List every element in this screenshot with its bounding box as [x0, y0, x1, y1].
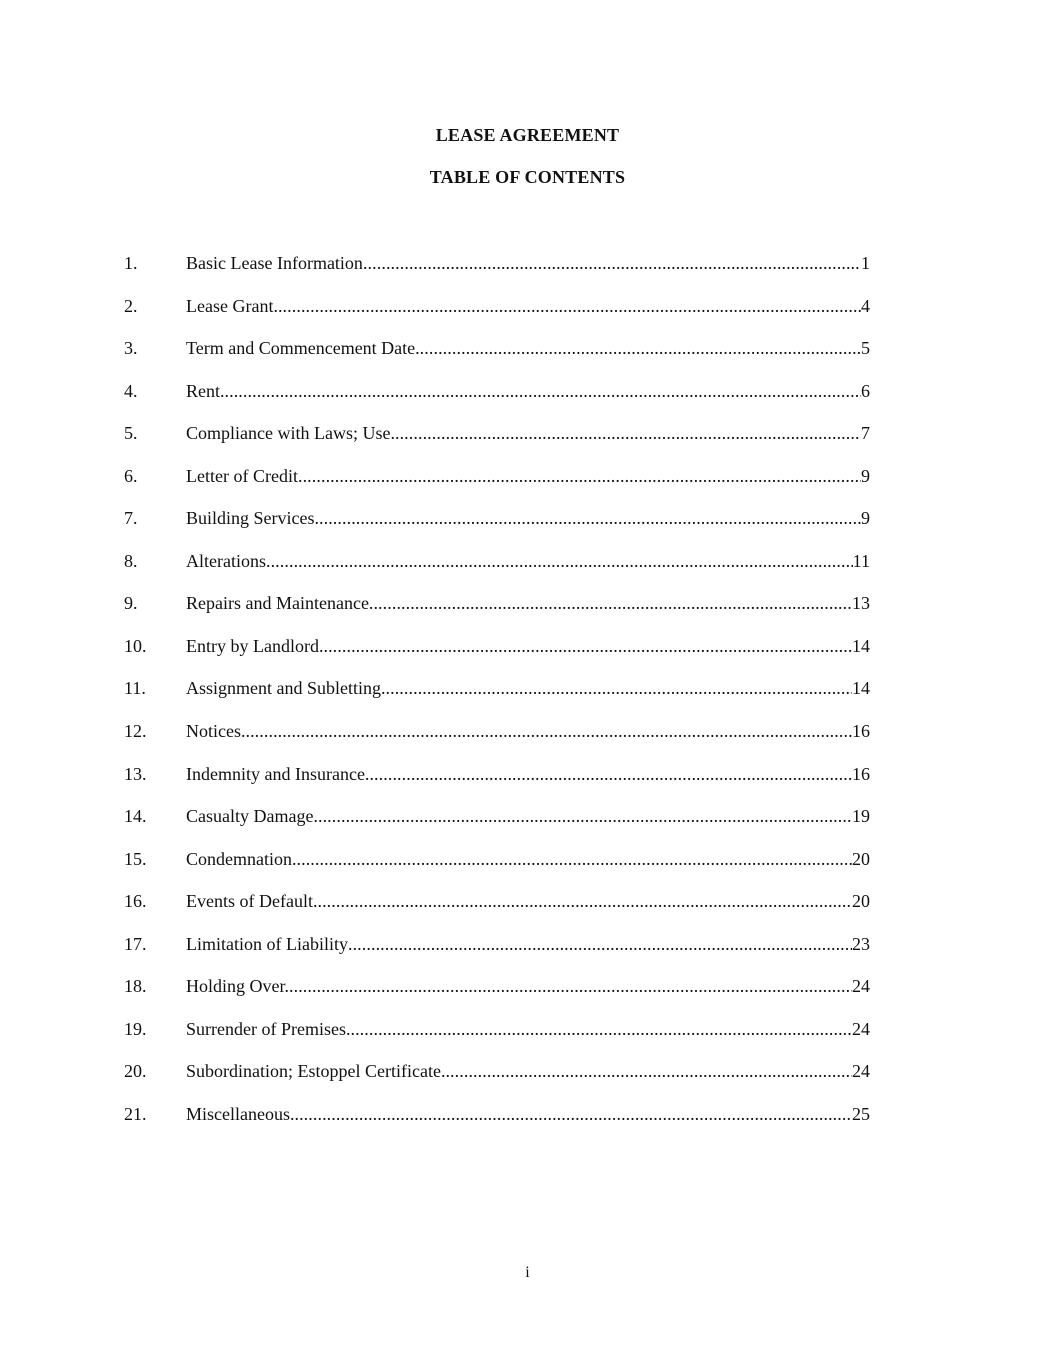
toc-entry-number: 1.	[124, 253, 138, 273]
toc-entry[interactable]	[124, 805, 870, 848]
dot-leader	[297, 848, 853, 870]
toc-entry-number: 18.	[124, 976, 147, 997]
toc-entry[interactable]	[124, 295, 870, 338]
dot-leader	[289, 975, 852, 997]
toc-entry-page: 16	[852, 763, 870, 784]
toc-entry[interactable]	[124, 635, 870, 678]
toc-entry-label: Events of Default.	[186, 891, 318, 912]
dot-leader	[318, 805, 852, 827]
toc-entry-page: 9	[861, 465, 870, 486]
toc-entry-number: 14.	[124, 806, 147, 827]
toc-entry-number: 4.	[124, 380, 138, 401]
toc-entry-line	[186, 763, 870, 785]
toc-entry-page: 20	[852, 848, 870, 869]
toc-entry-line	[186, 380, 870, 402]
toc-entry[interactable]	[124, 550, 870, 593]
toc-entry-line	[186, 805, 870, 827]
toc-entry-line	[186, 550, 870, 572]
table-of-contents	[124, 252, 870, 1145]
toc-entry[interactable]	[124, 337, 870, 380]
toc-entry-page: 4	[861, 295, 870, 316]
toc-entry-page: 9	[861, 508, 870, 529]
toc-entry-number: 9.	[124, 593, 138, 614]
toc-entry-line	[186, 252, 870, 274]
toc-entry-number: 16.	[124, 891, 147, 912]
toc-entry-page: 5	[861, 338, 870, 359]
toc-entry-number: 2.	[124, 295, 138, 316]
toc-entry-number: 19.	[124, 1018, 147, 1039]
toc-entry-page: 24	[852, 976, 870, 997]
toc-entry-page: 19	[852, 806, 870, 827]
toc-entry-page: 14	[852, 635, 870, 656]
toc-entry-label: Miscellaneous.	[186, 1103, 295, 1124]
toc-entry-line	[186, 1060, 870, 1082]
dot-leader	[225, 380, 862, 402]
toc-entry-page: 1	[861, 253, 870, 273]
toc-entry[interactable]	[124, 763, 870, 806]
toc-entry-label: Casualty Damage.	[186, 806, 318, 827]
dot-leader	[363, 252, 861, 274]
dot-leader	[395, 422, 861, 444]
toc-entry-label: Subordination; Estoppel Certificate.	[186, 1061, 446, 1082]
toc-entry[interactable]	[124, 890, 870, 933]
toc-entry-page: 6	[861, 380, 870, 401]
toc-entry-page: 23	[852, 933, 870, 954]
toc-entry-line	[186, 720, 870, 742]
toc-entry-line	[186, 592, 870, 614]
toc-entry-number: 6.	[124, 465, 138, 486]
toc-entry-number: 5.	[124, 423, 138, 444]
toc-entry-label: Condemnation.	[186, 848, 297, 869]
toc-entry[interactable]	[124, 933, 870, 976]
toc-entry[interactable]	[124, 465, 870, 508]
dot-leader	[348, 933, 852, 955]
toc-entry-number: 10.	[124, 635, 147, 656]
document-title: LEASE AGREEMENT	[435, 125, 620, 145]
toc-entry-line	[186, 1018, 870, 1040]
toc-entry[interactable]	[124, 1103, 870, 1146]
toc-entry[interactable]	[124, 252, 870, 295]
page-number: i	[525, 1264, 530, 1281]
toc-entry-label: Notices.	[186, 721, 246, 742]
toc-entry-page: 16	[852, 721, 870, 742]
dot-leader	[319, 507, 861, 529]
toc-entry-page: 24	[852, 1061, 870, 1082]
toc-entry-number: 8.	[124, 550, 138, 571]
toc-entry-line	[186, 465, 870, 487]
toc-entry[interactable]	[124, 975, 870, 1018]
dot-leader	[386, 677, 853, 699]
toc-entry-line	[186, 295, 870, 317]
toc-entry[interactable]	[124, 380, 870, 423]
toc-entry-page: 7	[861, 423, 870, 444]
toc-entry-line	[186, 635, 870, 657]
toc-entry[interactable]	[124, 1060, 870, 1103]
toc-entry[interactable]	[124, 1018, 870, 1061]
toc-entry[interactable]	[124, 422, 870, 465]
toc-entry-number: 3.	[124, 338, 138, 359]
toc-entry-line	[186, 933, 870, 955]
toc-entry[interactable]	[124, 848, 870, 891]
toc-entry-page: 13	[852, 593, 870, 614]
dot-leader	[420, 337, 861, 359]
toc-heading: TABLE OF CONTENTS	[429, 167, 626, 187]
dot-leader	[278, 295, 861, 317]
toc-entry-line	[186, 677, 870, 699]
toc-entry-label: Surrender of Premises.	[186, 1018, 351, 1039]
toc-entry-number: 12.	[124, 721, 147, 742]
toc-entry-number: 7.	[124, 508, 138, 529]
dot-leader	[369, 763, 852, 785]
toc-entry-page: 24	[852, 1018, 870, 1039]
toc-entry-label: Basic Lease Information	[186, 253, 363, 273]
toc-entry-label: Holding Over.	[186, 976, 289, 997]
toc-entry-page: 11	[852, 550, 870, 571]
toc-entry-label: Repairs and Maintenance.	[186, 593, 374, 614]
toc-entry[interactable]	[124, 677, 870, 720]
dot-leader	[245, 720, 852, 742]
dot-leader	[266, 550, 853, 572]
toc-entry[interactable]	[124, 507, 870, 550]
toc-entry-line	[186, 422, 870, 444]
dot-leader	[294, 1103, 852, 1125]
toc-entry-line	[186, 337, 870, 359]
toc-entry-label: Rent.	[186, 380, 225, 401]
toc-entry[interactable]	[124, 720, 870, 763]
toc-entry-label: Compliance with Laws; Use.	[186, 423, 395, 444]
dot-leader	[445, 1060, 852, 1082]
toc-entry-line	[186, 890, 870, 912]
toc-entry-label: Letter of Credit	[186, 465, 298, 486]
toc-entry-number: 17.	[124, 933, 147, 954]
toc-entry-page: 25	[852, 1103, 870, 1124]
toc-entry-label: Entry by Landlord.	[186, 635, 324, 656]
toc-entry-line	[186, 1103, 870, 1125]
toc-entry-line	[186, 848, 870, 870]
dot-leader	[323, 635, 852, 657]
toc-entry-label: Lease Grant.	[186, 295, 278, 316]
toc-entry-number: 13.	[124, 763, 147, 784]
toc-entry-line	[186, 975, 870, 997]
dot-leader	[373, 592, 852, 614]
toc-entry-label: Limitation of Liability	[186, 933, 348, 954]
dot-leader	[317, 890, 852, 912]
dot-leader	[298, 465, 861, 487]
toc-entry-label: Assignment and Subletting.	[186, 678, 386, 699]
toc-entry-page: 20	[852, 891, 870, 912]
toc-entry-number: 15.	[124, 848, 147, 869]
toc-entry-number: 11.	[124, 678, 146, 699]
toc-entry-label: Building Services.	[186, 508, 319, 529]
toc-entry-number: 20.	[124, 1061, 147, 1082]
toc-entry-page: 14	[852, 678, 870, 699]
toc-entry-label: Alterations	[186, 550, 266, 571]
toc-entry-label: Term and Commencement Date.	[186, 338, 420, 359]
toc-entry-number: 21.	[124, 1103, 147, 1124]
toc-entry-label: Indemnity and Insurance.	[186, 763, 370, 784]
dot-leader	[350, 1018, 852, 1040]
toc-entry-line	[186, 507, 870, 529]
toc-entry[interactable]	[124, 592, 870, 635]
